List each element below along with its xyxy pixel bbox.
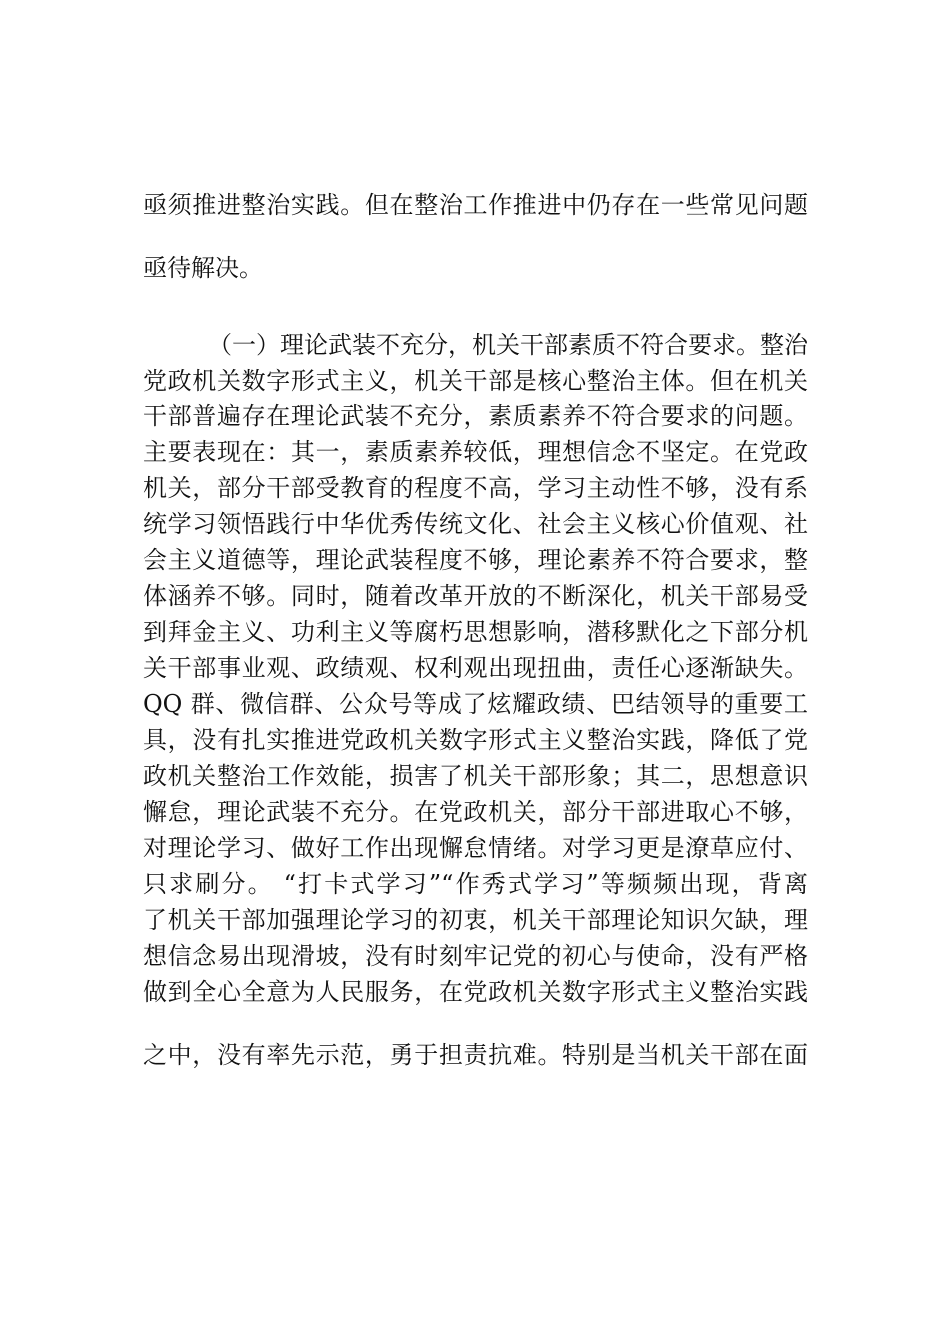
text-line: 会主义道德等，理论武装程度不够，理论素养不符合要求，整 xyxy=(143,546,808,574)
text-line: 干部普遍存在理论武装不充分，素质素养不符合要求的问题。 xyxy=(143,402,808,430)
text-line: 到拜金主义、功利主义等腐朽思想影响，潜移默化之下部分机 xyxy=(143,618,808,646)
text-line: 党政机关数字形式主义，机关干部是核心整治主体。但在机关 xyxy=(143,367,808,395)
text-line: 具，没有扎实推进党政机关数字形式主义整治实践，降低了党 xyxy=(143,726,808,754)
text-line: 体涵养不够。同时，随着改革开放的不断深化，机关干部易受 xyxy=(143,582,808,610)
text-line: 关干部事业观、政绩观、权利观出现扭曲，责任心逐渐缺失。 xyxy=(143,654,808,682)
text-line: 主要表现在：其一，素质素养较低，理想信念不坚定。在党政 xyxy=(143,438,808,466)
text-line: 想信念易出现滑坡，没有时刻牢记党的初心与使命，没有严格 xyxy=(143,942,808,970)
text-line: QQ 群、微信群、公众号等成了炫耀政绩、巴结领导的重要工 xyxy=(143,690,808,718)
text-line: 统学习领悟践行中华优秀传统文化、社会主义核心价值观、社 xyxy=(143,510,808,538)
text-line: 亟待解决。 xyxy=(143,254,263,282)
text-line: 政机关整治工作效能，损害了机关干部形象；其二，思想意识 xyxy=(143,762,808,790)
text-line: 之中，没有率先示范，勇于担责抗难。特别是当机关干部在面 xyxy=(143,1041,808,1069)
text-line: 做到全心全意为人民服务，在党政机关数字形式主义整治实践 xyxy=(143,978,808,1006)
text-line: 机关，部分干部受教育的程度不高，学习主动性不够，没有系 xyxy=(143,474,808,502)
text-line: 亟须推进整治实践。但在整治工作推进中仍存在一些常见问题 xyxy=(143,191,808,219)
text-line: 对理论学习、做好工作出现懈怠情绪。对学习更是潦草应付、 xyxy=(143,834,808,862)
text-line: 懈怠，理论武装不充分。在党政机关，部分干部进取心不够， xyxy=(143,798,808,826)
paragraph-heading-line: （一）理论武装不充分，机关干部素质不符合要求。整治 xyxy=(208,331,808,359)
text-line: 只求刷分。 “打卡式学习”“作秀式学习”等频频出现，背离 xyxy=(143,870,808,898)
text-line: 了机关干部加强理论学习的初衷，机关干部理论知识欠缺，理 xyxy=(143,906,808,934)
